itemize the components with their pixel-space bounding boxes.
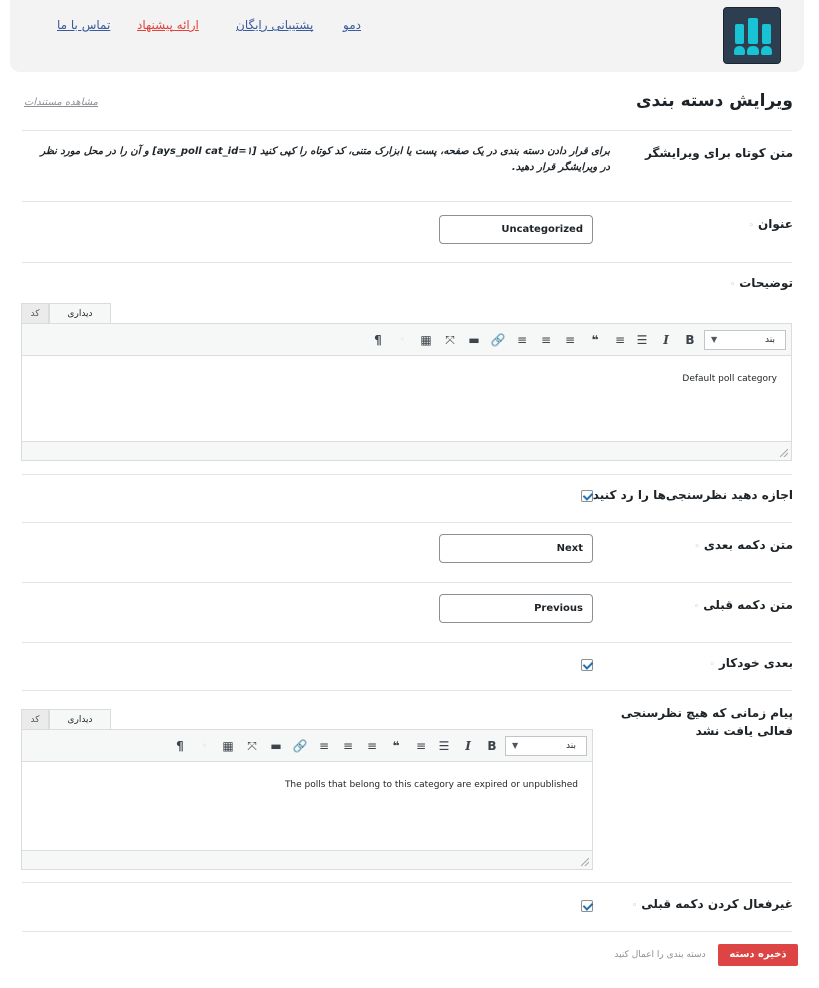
no-active-editor xyxy=(21,709,593,870)
toolbar-toggle-icon[interactable]: ▦ xyxy=(420,333,432,347)
disable-prev-label: غیرفعال کردن دکمه قبلی◦ xyxy=(631,897,793,911)
divider xyxy=(22,262,792,263)
read-more-icon[interactable]: ▬ xyxy=(468,333,480,347)
chevron-down-icon: ▼ xyxy=(711,335,718,344)
align-center-icon[interactable]: ≡ xyxy=(342,739,354,753)
disable-prev-checkbox[interactable] xyxy=(581,900,593,912)
bold-icon[interactable]: B xyxy=(685,333,695,347)
blockquote-icon[interactable]: ❝ xyxy=(392,739,400,753)
docs-link[interactable]: مشاهده مستندات xyxy=(24,97,99,108)
tab-visual[interactable]: دیداری xyxy=(49,709,111,729)
fullscreen-icon[interactable]: ⤧ xyxy=(247,739,257,753)
bullet-list-icon[interactable]: ☰ xyxy=(438,739,450,753)
editor-toolbar xyxy=(22,324,791,356)
divider xyxy=(22,474,792,475)
auto-next-checkbox[interactable] xyxy=(581,659,593,671)
fullscreen-icon[interactable]: ⤧ xyxy=(445,333,455,347)
align-right-icon[interactable]: ≡ xyxy=(318,739,330,753)
chevron-down-icon: ▼ xyxy=(512,741,519,750)
info-icon[interactable]: ◦ xyxy=(631,901,638,911)
allow-skip-checkbox[interactable] xyxy=(581,490,593,502)
blockquote-icon[interactable]: ❝ xyxy=(591,333,599,347)
tab-code[interactable]: کد xyxy=(21,303,49,323)
align-left-icon[interactable]: ≡ xyxy=(366,739,378,753)
description-editor xyxy=(21,303,792,461)
info-icon[interactable]: ◦ xyxy=(694,542,700,552)
nav-demo-link[interactable]: دمو xyxy=(343,18,361,32)
resize-handle-icon[interactable] xyxy=(780,449,788,457)
format-select[interactable]: بند ▼ xyxy=(704,330,786,350)
shortcode-description: برای قرار دادن دسته بندی در یک صفحه، پست یا ابزارک متنی، کد کوتاه را کپی کنید [ays_poll cat_id=۱] و آن را در محل مورد نظر در ویرایشگر قرار دهید. xyxy=(40,146,610,173)
divider xyxy=(22,690,792,691)
prev-button-input[interactable]: Previous xyxy=(439,594,593,623)
editor-toolbar xyxy=(22,730,592,762)
align-left-icon[interactable]: ≡ xyxy=(564,333,576,347)
resize-handle-icon[interactable] xyxy=(581,858,589,866)
title-input[interactable]: Uncategorized xyxy=(439,215,593,244)
nav-contact-link[interactable]: تماس با ما xyxy=(57,18,111,32)
editor-frame xyxy=(21,323,792,461)
align-center-icon[interactable]: ≡ xyxy=(540,333,552,347)
numbered-list-icon[interactable]: ≡ xyxy=(415,739,427,753)
read-more-icon[interactable]: ▬ xyxy=(270,739,282,753)
no-active-content[interactable]: The polls that belong to this category are expired or unpublished xyxy=(284,780,578,790)
nav-free-support-link[interactable]: پشتیبانی رایگان xyxy=(236,18,314,32)
prev-button-label: متن دکمه قبلی◦ xyxy=(693,598,793,612)
next-button-input[interactable]: Next xyxy=(439,534,593,563)
paragraph-icon[interactable]: ¶ xyxy=(176,739,184,753)
toolbar-toggle-icon[interactable]: ▦ xyxy=(222,739,234,753)
italic-icon[interactable]: I xyxy=(465,739,471,753)
numbered-list-icon[interactable]: ≡ xyxy=(614,333,626,347)
divider xyxy=(22,522,792,523)
align-right-icon[interactable]: ≡ xyxy=(516,333,528,347)
link-icon[interactable]: 🔗 xyxy=(490,333,506,347)
editor-status-bar xyxy=(22,441,791,460)
top-nav-bar xyxy=(10,0,804,72)
plugin-logo-icon[interactable] xyxy=(723,7,781,64)
save-category-button[interactable]: ذخیره دسته بندی xyxy=(718,944,798,966)
title-label: عنوان◦ xyxy=(748,217,793,231)
paragraph-icon[interactable]: ¶ xyxy=(374,333,382,347)
apply-category-button[interactable]: دسته بندی را اعمال کنید xyxy=(614,950,706,960)
allow-skip-label: اجازه دهید نظرسنجی‌ها را رد کنید xyxy=(583,488,793,502)
editor-frame xyxy=(21,729,593,870)
format-select[interactable]: بند ▼ xyxy=(505,736,587,756)
separator-icon: ◦ xyxy=(400,335,405,344)
divider xyxy=(22,931,792,932)
page-title: ویرایش دسته بندی xyxy=(635,91,793,111)
tab-visual[interactable]: دیداری xyxy=(49,303,111,323)
no-active-label: پیام زمانی که هیچ نظرسنجی فعالی یافت نشد xyxy=(620,706,793,738)
link-icon[interactable]: 🔗 xyxy=(292,739,308,753)
description-label: توضیحات◦ xyxy=(729,276,793,290)
divider xyxy=(22,642,792,643)
bold-icon[interactable]: B xyxy=(487,739,497,753)
bullet-list-icon[interactable]: ☰ xyxy=(636,333,648,347)
tab-code[interactable]: کد xyxy=(21,709,49,729)
info-icon[interactable]: ◦ xyxy=(693,602,700,612)
shortcode-label: متن کوتاه برای ویرایشگر xyxy=(644,146,793,160)
info-icon[interactable]: ◦ xyxy=(709,660,715,670)
auto-next-label: بعدی خودکار◦ xyxy=(709,656,793,670)
info-icon[interactable]: ◦ xyxy=(748,221,755,231)
italic-icon[interactable]: I xyxy=(663,333,669,347)
info-icon[interactable]: ◦ xyxy=(729,280,736,290)
nav-suggestion-link[interactable]: ارائه پیشنهاد xyxy=(137,18,199,32)
divider xyxy=(22,201,792,202)
editor-status-bar xyxy=(22,850,592,869)
divider xyxy=(22,882,792,883)
description-content[interactable]: Default poll category xyxy=(682,374,777,384)
divider xyxy=(22,130,792,131)
separator-icon: ◦ xyxy=(202,741,207,750)
divider xyxy=(22,582,792,583)
next-button-label: متن دکمه بعدی◦ xyxy=(694,538,793,552)
